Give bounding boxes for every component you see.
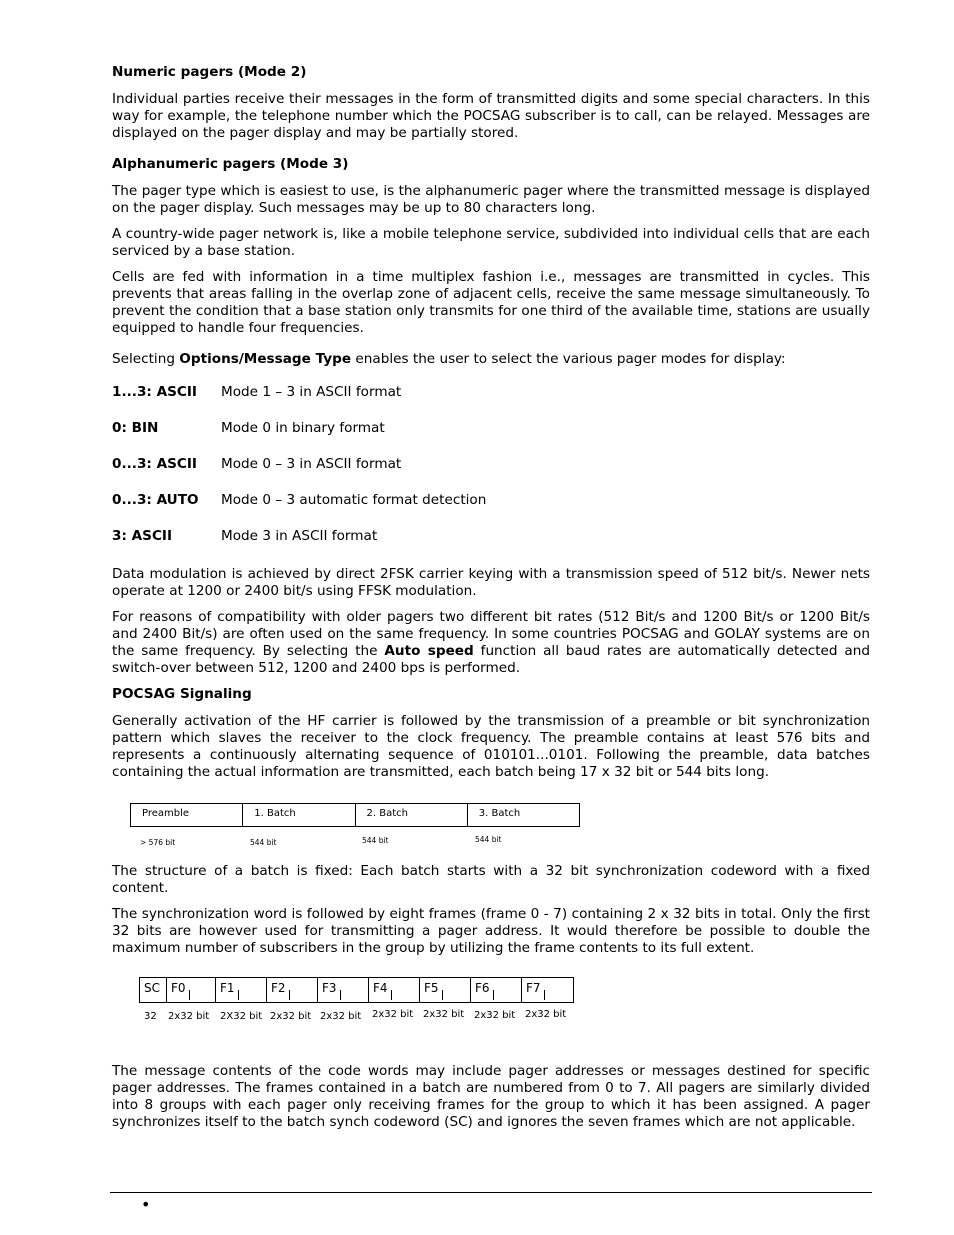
frame-cell-label: F6: [475, 981, 490, 995]
footer-divider: [110, 1192, 872, 1193]
frame-cell-label: F5: [424, 981, 439, 995]
footer-bullet: •: [141, 1195, 151, 1214]
paragraph-modulation: Data modulation is achieved by direct 2FSK carrier keying with a transmission speed of 512 bit/s. Newer nets operate at 1200 or 2400 bit/s using FFSK modulation.: [112, 566, 870, 599]
batch-cell-1: 1. Batch: [243, 804, 355, 826]
heading-numeric-pagers: Numeric pagers (Mode 2): [112, 64, 307, 80]
paragraph-structure: The structure of a batch is fixed: Each batch starts with a 32 bit synchronization codeword with a fixed content.: [112, 863, 870, 896]
frame-cell-sc: [140, 978, 167, 1002]
mode-description: Mode 0 in binary format: [221, 420, 385, 436]
paragraph-frames: The synchronization word is followed by eight frames (frame 0 - 7) containing 2 x 32 bits in total. Only the first 32 bits are however used for transmitting a pager address. It would therefore be possible to double the maximum number of subscribers in the group by utilizing the frame contents to its full extent.: [112, 906, 870, 956]
frame-cell-label: F2: [271, 981, 286, 995]
frame-size-label: 2x32 bit: [320, 1011, 362, 1022]
paragraph-contents: The message contents of the code words may include pager addresses or messages destined for specific pager addresses. The frames contained in a batch are numbered from 0 to 7. All pagers are similarly divided into 8 groups with each pager only receiving frames for the group to which it has been assigned. A pager synchronizes itself to the batch synch codeword (SC) and ignores the seven frames which are not applicable.: [112, 1063, 870, 1130]
batch-cell-preamble: Preamble: [131, 804, 243, 826]
mode-key: 3: ASCII: [112, 528, 173, 544]
frame-size-label: 2x32 bit: [270, 1011, 312, 1022]
frame-cell-f0: [167, 978, 216, 1002]
frame-cell-label: SC: [144, 981, 160, 995]
frame-cell-f1: [216, 978, 267, 1002]
frame-size-label: 2x32 bit: [168, 1011, 210, 1022]
mode-description: Mode 3 in ASCII format: [221, 528, 378, 544]
mode-description: Mode 0 – 3 in ASCII format: [221, 456, 402, 472]
mode-item: [112, 420, 870, 456]
batch-size-label: 544 bit: [475, 835, 502, 844]
heading-alphanumeric-pagers: Alphanumeric pagers (Mode 3): [112, 156, 349, 172]
compat-text-post: function all baud rates are automatically detected and switch-over between 512, 1200 and 2400 bps is performed.: [112, 643, 871, 676]
batch-size-label: > 576 bit: [140, 838, 176, 847]
frame-cell-f7: [522, 978, 573, 1002]
paragraph-alphanumeric: The pager type which is easiest to use, is the alphanumeric pager where the transmitted message is displayed on the pager display. Such messages may be up to 80 characters long.: [112, 183, 870, 216]
paragraph-selecting: [112, 351, 870, 368]
frame-diagram-box: [139, 977, 574, 1003]
mode-description: Mode 0 – 3 automatic format detection: [221, 492, 487, 508]
batch-cell-2: 2. Batch: [356, 804, 468, 826]
mode-item: [112, 384, 870, 420]
selecting-text-post: enables the user to select the various pager modes for display:: [351, 351, 786, 367]
batch-cell-3: 3. Batch: [478, 808, 521, 819]
mode-list: [112, 384, 870, 552]
frame-cell-label: F7: [526, 981, 541, 995]
frame-size-label: 2X32 bit: [220, 1011, 263, 1022]
frame-cell-label: F0: [171, 981, 186, 995]
mode-item: [112, 528, 870, 552]
selecting-text-pre: Selecting: [112, 351, 180, 367]
frame-size-label: 2x32 bit: [423, 1009, 465, 1020]
frame-cell-f3: [318, 978, 369, 1002]
heading-pocsag-signaling: POCSAG Signaling: [112, 686, 252, 702]
frame-cell-label: F1: [220, 981, 235, 995]
mode-key: 0...3: AUTO: [112, 492, 199, 508]
batch-size-label: 544 bit: [250, 838, 277, 847]
mode-key: 0: BIN: [112, 420, 159, 436]
paragraph-network: A country-wide pager network is, like a mobile telephone service, subdivided into individual cells that are each serviced by a base station.: [112, 226, 870, 259]
frame-cell-f5: [420, 978, 471, 1002]
frame-size-label: 2x32 bit: [372, 1009, 414, 1020]
frame-size-label: 2x32 bit: [474, 1010, 516, 1021]
batch-diagram: [112, 799, 870, 857]
frame-cell-f6: [471, 978, 522, 1002]
frame-cell-label: F4: [373, 981, 388, 995]
mode-key: 0...3: ASCII: [112, 456, 197, 472]
frame-cell-f2: [267, 978, 318, 1002]
paragraph-compatibility: [112, 609, 870, 677]
frame-size-label: 32: [144, 1011, 157, 1022]
auto-speed-label: Auto speed: [384, 643, 474, 659]
frame-cell-label: F3: [322, 981, 337, 995]
paragraph-cells: Cells are fed with information in a time multiplex fashion i.e., messages are transmitted in cycles. This prevents that areas falling in the overlap zone of adjacent cells, receive the same message simultaneously. To prevent the condition that a base station only transmits for one third of the available time, stations are usually equipped to handle four frequencies.: [112, 269, 870, 336]
paragraph-signaling: Generally activation of the HF carrier is followed by the transmission of a preamble or bit synchronization pattern which slaves the receiver to the clock frequency. The preamble contains at least 576 bits and represents a continuously alternating sequence of 010101...0101. Following the preamble, data batches containing the actual information are transmitted, each batch being 17 x 32 bit or 544 bits long.: [112, 713, 870, 780]
mode-description: Mode 1 – 3 in ASCII format: [221, 384, 402, 400]
mode-key: 1...3: ASCII: [112, 384, 197, 400]
frame-size-label: 2x32 bit: [525, 1009, 567, 1020]
frame-diagram: [112, 971, 870, 1045]
menu-path-options-message-type: Options/Message Type: [179, 351, 352, 367]
frame-cell-f4: [369, 978, 420, 1002]
document-page: [112, 64, 870, 1140]
batch-size-label: 544 bit: [362, 836, 389, 845]
batch-diagram-box: [130, 803, 580, 827]
mode-item: [112, 492, 870, 528]
mode-item: [112, 456, 870, 492]
paragraph-numeric: Individual parties receive their messages in the form of transmitted digits and some special characters. In this way for example, the telephone number which the POCSAG subscriber is to call, can be relayed. Messages are displayed on the pager display and may be partially stored.: [112, 91, 870, 141]
compat-text-pre: For reasons of compatibility with older pagers two different bit rates (512 Bit/s and 1200 Bit/s or 1200 Bit/s and 2400 Bit/s) are often used on the same frequency. In some countries POCSAG and GOLAY systems are on the same frequency. By selecting the: [112, 609, 870, 659]
